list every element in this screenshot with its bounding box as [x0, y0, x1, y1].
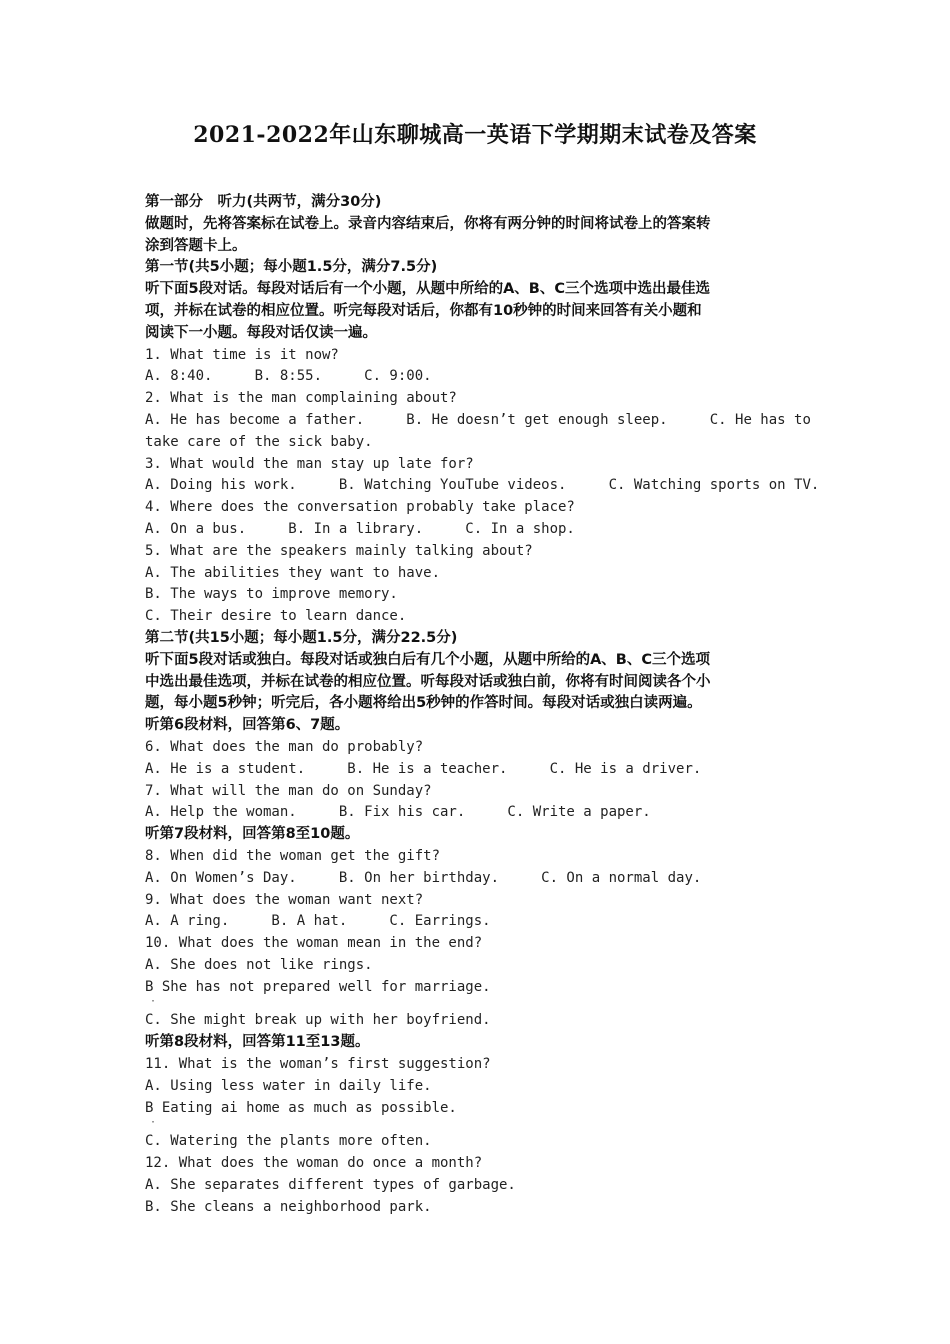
question-text-line: 10. What does the woman mean in the end?	[145, 935, 483, 952]
section-text-line: 题，每小题5秒钟；听完后，各小题将给出5秒钟的作答时间。每段对话或独白读两遍。	[145, 695, 702, 712]
question-text-line: 11. What is the woman’s first suggestion?	[145, 1056, 491, 1073]
section-text-line: 听下面5段对话或独白。每段对话或独白后有几个小题，从题中所给的A、B、C三个选项	[145, 651, 711, 668]
question-text-line: A. Using less water in daily life.	[145, 1077, 432, 1094]
question-text-line: A. A ring. B. A hat. C. Earrings.	[145, 913, 491, 930]
question-text-line: B She has not prepared well for marriage.	[145, 978, 491, 995]
section-text-line: 做题时，先将答案标在试卷上。录音内容结束后，你将有两分钟的时间将试卷上的答案转	[145, 215, 711, 232]
section-text-line: 听第6段材料，回答第6、7题。	[145, 717, 350, 734]
section-text-line: 第一部分 听力(共两节，满分30分)	[145, 194, 382, 210]
question-text-line: A. Help the woman. B. Fix his car. C. Write a paper.	[145, 804, 651, 821]
question-text-line: A. She separates different types of garbage.	[145, 1177, 516, 1194]
question-text-line: 3. What would the man stay up late for?	[145, 455, 474, 472]
question-text-line: A. 8:40. B. 8:55. C. 9:00.	[145, 368, 432, 385]
question-text-line: 12. What does the woman do once a month?	[145, 1155, 483, 1172]
question-text-line: A. Doing his work. B. Watching YouTube videos. C. Watching sports on TV.	[145, 477, 820, 494]
question-text-line: C. Their desire to learn dance.	[145, 608, 407, 625]
question-text-line: 7. What will the man do on Sunday?	[145, 782, 432, 799]
question-text-line: C. Watering the plants more often.	[145, 1133, 432, 1150]
section-text-line: 阅读下一小题。每段对话仅读一遍。	[145, 324, 377, 341]
question-text-line: A. The abilities they want to have.	[145, 564, 441, 581]
question-text-line: A. He has become a father. B. He doesn’t get enough sleep. C. He has to	[145, 411, 811, 428]
document-title: 2021-2022年山东聊城高一英语下学期期末试卷及答案	[193, 122, 757, 148]
question-text-line: 6. What does the man do probably?	[145, 738, 424, 755]
section-text-line: 第一节(共5小题；每小题1.5分，满分7.5分)	[145, 259, 438, 276]
document-body	[145, 192, 820, 1219]
question-text-line: 5. What are the speakers mainly talking about?	[145, 542, 533, 559]
section-text-line: 第二节(共15小题；每小题1.5分，满分22.5分)	[145, 629, 458, 646]
section-text-line: 听第7段材料，回答第8至10题。	[145, 826, 360, 843]
question-text-line: C. She might break up with her boyfriend.	[145, 1012, 491, 1029]
question-text-line: 2. What is the man complaining about?	[145, 390, 457, 407]
section-text-line: 听下面5段对话。每段对话后有一个小题，从题中所给的A、B、C三个选项中选出最佳选	[145, 281, 711, 298]
question-text-line: B Eating ai home as much as possible.	[145, 1099, 457, 1116]
question-text-line: A. He is a student. B. He is a teacher. C. He is a driver.	[145, 760, 702, 777]
section-text-line: 听第8段材料，回答第11至13题。	[145, 1034, 370, 1051]
question-text-line: take care of the sick baby.	[145, 433, 373, 450]
section-text-line: 项，并标在试卷的相应位置。听完每段对话后，你都有10秒钟的时间来回答有关小题和	[145, 302, 702, 319]
question-text-line: A. On Women’s Day. B. On her birthday. C. On a normal day.	[145, 869, 702, 886]
question-text-line: 4. Where does the conversation probably take place?	[145, 499, 575, 516]
question-text-line: 9. What does the woman want next?	[145, 891, 424, 908]
section-text-line: 中选出最佳选项，并标在试卷的相应位置。听每段对话或独白前，你将有时间阅读各个小	[145, 673, 711, 690]
question-text-line: B. She cleans a neighborhood park.	[145, 1198, 432, 1215]
question-text-line: A. On a bus. B. In a library. C. In a shop.	[145, 520, 575, 537]
question-text-line: 1. What time is it now?	[145, 346, 339, 363]
question-text-line: A. She does not like rings.	[145, 956, 373, 973]
marker-dot: ·	[150, 1117, 157, 1129]
section-text-line: 涂到答题卡上。	[145, 237, 247, 254]
question-text-line: B. The ways to improve memory.	[145, 586, 398, 603]
question-text-line: 8. When did the woman get the gift?	[145, 847, 441, 864]
marker-dot: ·	[150, 996, 157, 1008]
